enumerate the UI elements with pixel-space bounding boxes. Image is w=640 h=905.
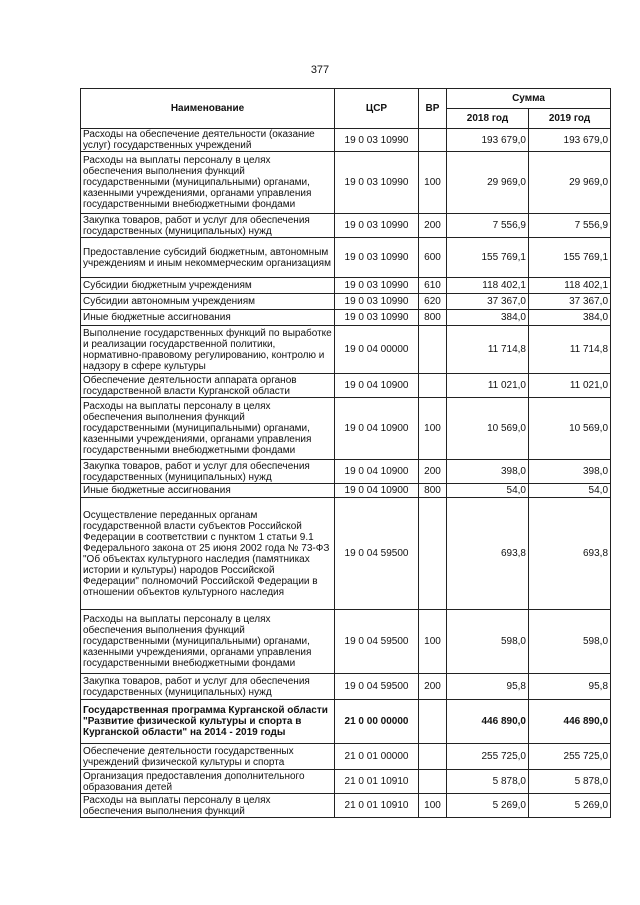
row-csr: 19 0 04 59500 (335, 498, 419, 610)
row-csr: 19 0 04 10900 (335, 484, 419, 498)
row-csr: 19 0 04 00000 (335, 326, 419, 374)
row-vr: 200 (419, 674, 447, 700)
table-body (81, 129, 611, 818)
row-name: Расходы на обеспечение деятельности (оказание услуг) государственных учреждений (81, 129, 335, 152)
row-vr: 100 (419, 152, 447, 214)
row-vr: 100 (419, 398, 447, 460)
row-name: Иные бюджетные ассигнования (81, 310, 335, 326)
row-2018: 398,0 (447, 460, 529, 484)
table-row (81, 770, 611, 794)
row-2018: 118 402,1 (447, 278, 529, 294)
row-2019: 384,0 (529, 310, 611, 326)
table-row (81, 484, 611, 498)
row-2018: 598,0 (447, 610, 529, 674)
table-row (81, 310, 611, 326)
row-2018: 95,8 (447, 674, 529, 700)
row-2019: 193 679,0 (529, 129, 611, 152)
row-csr: 19 0 03 10990 (335, 152, 419, 214)
row-vr: 600 (419, 238, 447, 278)
table-row (81, 326, 611, 374)
row-2019: 7 556,9 (529, 214, 611, 238)
row-2019: 54,0 (529, 484, 611, 498)
row-name: Иные бюджетные ассигнования (81, 484, 335, 498)
row-2019: 118 402,1 (529, 278, 611, 294)
row-2019: 37 367,0 (529, 294, 611, 310)
row-csr: 21 0 01 10910 (335, 770, 419, 794)
row-vr (419, 129, 447, 152)
row-2019: 693,8 (529, 498, 611, 610)
row-2018: 10 569,0 (447, 398, 529, 460)
row-2018: 7 556,9 (447, 214, 529, 238)
table-row (81, 278, 611, 294)
row-name: Организация предоставления дополнительного образования детей (81, 770, 335, 794)
row-name: Закупка товаров, работ и услуг для обеспечения государственных (муниципальных) нужд (81, 214, 335, 238)
header-sum: Сумма (447, 89, 611, 109)
row-csr: 19 0 03 10990 (335, 238, 419, 278)
row-vr (419, 326, 447, 374)
row-2018: 5 269,0 (447, 794, 529, 818)
row-name: Расходы на выплаты персоналу в целях обеспечения выполнения функций государственными (муниципальными) органами, казенными учреждениями, органами управления государственными внебюджетными фондами (81, 398, 335, 460)
table-row (81, 610, 611, 674)
row-2019: 5 269,0 (529, 794, 611, 818)
table-row (81, 794, 611, 818)
row-csr: 19 0 04 10900 (335, 460, 419, 484)
table-row (81, 238, 611, 278)
row-2019: 29 969,0 (529, 152, 611, 214)
row-csr: 19 0 03 10990 (335, 310, 419, 326)
row-vr: 800 (419, 484, 447, 498)
table-row (81, 294, 611, 310)
budget-table (80, 88, 611, 818)
row-name: Субсидии бюджетным учреждениям (81, 278, 335, 294)
row-name: Осуществление переданных органам государственной власти субъектов Российской Федерации в соответствии с пунктом 1 статьи 9.1 Федерального закона от 25 июня 2002 года № 73-ФЗ "Об объектах культурного наследия (памятниках истории и культуры) народов Российской Федерации" полномочий Российской Федерации в отношении объектов культурного наследия (81, 498, 335, 610)
row-2018: 54,0 (447, 484, 529, 498)
row-2019: 95,8 (529, 674, 611, 700)
row-2019: 255 725,0 (529, 744, 611, 770)
row-vr: 610 (419, 278, 447, 294)
row-vr: 200 (419, 214, 447, 238)
table-row (81, 398, 611, 460)
row-csr: 19 0 04 59500 (335, 674, 419, 700)
row-vr (419, 700, 447, 744)
row-2019: 155 769,1 (529, 238, 611, 278)
header-year-2018: 2018 год (447, 109, 529, 129)
row-2019: 5 878,0 (529, 770, 611, 794)
row-name: Обеспечение деятельности государственных учреждений физической культуры и спорта (81, 744, 335, 770)
header-name: Наименование (81, 89, 335, 129)
row-2018: 29 969,0 (447, 152, 529, 214)
row-2018: 693,8 (447, 498, 529, 610)
row-name: Расходы на выплаты персоналу в целях обеспечения выполнения функций (81, 794, 335, 818)
row-2018: 155 769,1 (447, 238, 529, 278)
row-csr: 21 0 01 10910 (335, 794, 419, 818)
table-row (81, 744, 611, 770)
page-number: 377 (310, 64, 330, 76)
table-row (81, 460, 611, 484)
table-row (81, 214, 611, 238)
row-csr: 19 0 03 10990 (335, 278, 419, 294)
row-csr: 19 0 04 59500 (335, 610, 419, 674)
header-csr: ЦСР (335, 89, 419, 129)
row-2019: 10 569,0 (529, 398, 611, 460)
row-2019: 11 021,0 (529, 374, 611, 398)
row-vr (419, 374, 447, 398)
row-name: Предоставление субсидий бюджетным, автономным учреждениям и иным некоммерческим организациям (81, 238, 335, 278)
row-name: Обеспечение деятельности аппарата органов государственной власти Курганской области (81, 374, 335, 398)
row-name: Выполнение государственных функций по выработке и реализации государственной политики, нормативно-правовому регулированию, контролю и надзору в сфере культуры (81, 326, 335, 374)
row-2018: 11 714,8 (447, 326, 529, 374)
row-csr: 19 0 04 10900 (335, 398, 419, 460)
header-vr: ВР (419, 89, 447, 129)
table-row (81, 374, 611, 398)
row-2019: 446 890,0 (529, 700, 611, 744)
row-csr: 19 0 03 10990 (335, 294, 419, 310)
table-row (81, 129, 611, 152)
row-name: Субсидии автономным учреждениям (81, 294, 335, 310)
row-name: Расходы на выплаты персоналу в целях обеспечения выполнения функций государственными (муниципальными) органами, казенными учреждениями, органами управления государственными внебюджетными фондами (81, 610, 335, 674)
row-2019: 398,0 (529, 460, 611, 484)
row-2019: 598,0 (529, 610, 611, 674)
row-vr: 800 (419, 310, 447, 326)
row-vr: 620 (419, 294, 447, 310)
table-row (81, 700, 611, 744)
row-csr: 19 0 03 10990 (335, 214, 419, 238)
row-2018: 5 878,0 (447, 770, 529, 794)
row-name: Закупка товаров, работ и услуг для обеспечения государственных (муниципальных) нужд (81, 674, 335, 700)
table-row (81, 498, 611, 610)
table-row (81, 152, 611, 214)
row-2018: 446 890,0 (447, 700, 529, 744)
row-name: Закупка товаров, работ и услуг для обеспечения государственных (муниципальных) нужд (81, 460, 335, 484)
row-2019: 11 714,8 (529, 326, 611, 374)
row-csr: 19 0 03 10990 (335, 129, 419, 152)
row-2018: 37 367,0 (447, 294, 529, 310)
row-vr: 100 (419, 610, 447, 674)
row-2018: 384,0 (447, 310, 529, 326)
table-row (81, 674, 611, 700)
row-vr (419, 770, 447, 794)
row-name: Расходы на выплаты персоналу в целях обеспечения выполнения функций государственными (муниципальными) органами, казенными учреждениями, органами управления государственными внебюджетными фондами (81, 152, 335, 214)
row-2018: 193 679,0 (447, 129, 529, 152)
row-csr: 19 0 04 10900 (335, 374, 419, 398)
row-2018: 255 725,0 (447, 744, 529, 770)
row-csr: 21 0 00 00000 (335, 700, 419, 744)
row-vr (419, 744, 447, 770)
row-2018: 11 021,0 (447, 374, 529, 398)
row-vr: 200 (419, 460, 447, 484)
header-year-2019: 2019 год (529, 109, 611, 129)
row-vr (419, 498, 447, 610)
row-vr: 100 (419, 794, 447, 818)
row-csr: 21 0 01 00000 (335, 744, 419, 770)
row-name: Государственная программа Курганской области "Развитие физической культуры и спорта в Курганской области" на 2014 - 2019 годы (81, 700, 335, 744)
